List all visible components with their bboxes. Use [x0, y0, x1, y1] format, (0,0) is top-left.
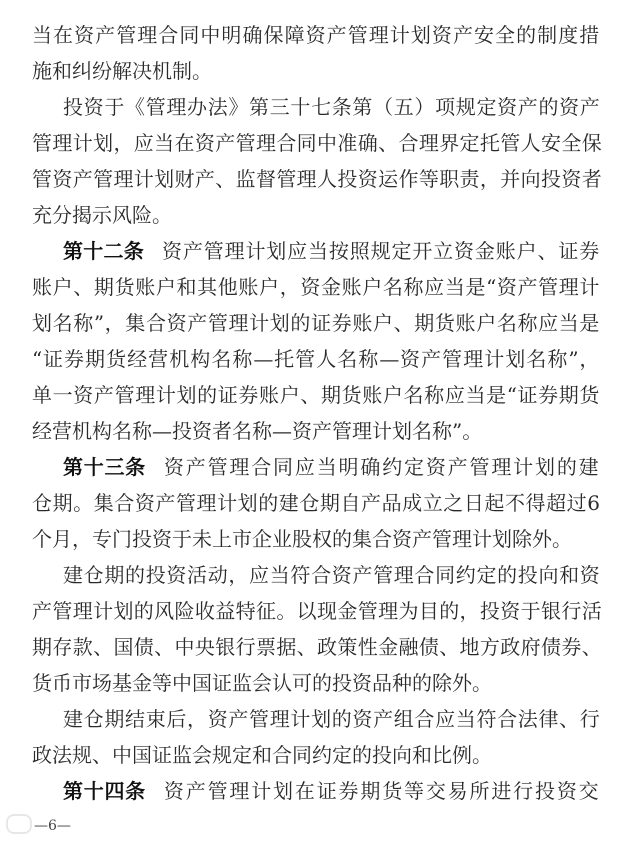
page-number: —6— — [34, 818, 71, 834]
line-text: 个月，专门投资于未上市企业股权的集合资产管理计划除外。 — [32, 527, 572, 551]
line-text: 经营机构名称—投资者名称—资产管理计划名称”。 — [32, 419, 483, 443]
line-text: 充分揭示风险。 — [32, 203, 172, 227]
line-text: 管 资 产 管 理 计 划 财 产 、 监 督 管 理 人 投 资 运 作 等 职 责 ， 并 向 投 资 者 — [32, 167, 602, 191]
line-text: 建 仓 期 的 投 资 活 动 ， 应 当 符 合 资 产 管 理 合 同 约 定 的 投 向 和 资 — [63, 563, 600, 587]
article-heading: 第十二条 — [63, 239, 144, 263]
text-line — [32, 665, 600, 701]
article-heading: 第十四条 — [63, 779, 146, 803]
text-line — [32, 197, 600, 233]
text-line — [32, 125, 600, 161]
text-line — [32, 269, 600, 305]
line-text: 资 产 管 理 合 同 应 当 明 确 约 定 资 产 管 理 计 划 的 建 — [163, 455, 600, 479]
text-line — [32, 53, 600, 89]
text-line — [32, 521, 600, 557]
text-line — [32, 557, 600, 593]
text-line — [32, 629, 600, 665]
text-line — [32, 377, 600, 413]
text-line — [32, 593, 600, 629]
text-line — [32, 485, 600, 521]
line-text: 产 管 理 计 划 的 风 险 收 益 特 征 。 以 现 金 管 理 为 目 的 ， 投 资 于 银 行 活 — [32, 599, 602, 623]
line-text: 当 在 资 产 管 理 合 同 中 明 确 保 障 资 产 管 理 计 划 资 产 安 全 的 制 度 措 — [32, 23, 600, 47]
line-text: 划 名 称 ” ， 集 合 资 产 管 理 计 划 的 证 券 账 户 、 期 货 账 户 名 称 应 当 是 — [32, 311, 600, 335]
text-line — [32, 449, 600, 485]
document-body — [32, 17, 600, 809]
text-line — [32, 341, 600, 377]
line-text: 资 产 管 理 计 划 在 证 券 期 货 等 交 易 所 进 行 投 资 交 — [163, 779, 600, 803]
line-text: 资 产 管 理 计 划 应 当 按 照 规 定 开 立 资 金 账 户 、 证 券 — [162, 239, 600, 263]
line-text: 政法规、中国证监会规定和合同约定的投向和比例。 — [32, 743, 492, 767]
article-heading: 第十三条 — [63, 455, 146, 479]
line-text: 投 资 于 《 管 理 办 法 》 第 三 十 七 条 第 （ 五 ） 项 规 定 资 产 的 资 产 — [63, 95, 600, 119]
line-text: 仓 期 。 集 合 资 产 管 理 计 划 的 建 仓 期 自 产 品 成 立 之 日 起 不 得 超 过 6 — [32, 491, 600, 515]
line-text: 单 一 资 产 管 理 计 划 的 证 券 账 户 、 期 货 账 户 名 称 应 当 是 “ 证 券 期 货 — [32, 383, 600, 407]
line-text: 账 户 、 期 货 账 户 和 其 他 账 户 ， 资 金 账 户 名 称 应 当 是 “ 资 产 管 理 计 — [32, 275, 600, 299]
line-text: 期 存 款 、 国 债 、 中 央 银 行 票 据 、 政 策 性 金 融 债 、 地 方 政 府 债 券 、 — [32, 635, 602, 659]
text-line — [32, 89, 600, 125]
line-text: 施和纠纷解决机制。 — [32, 59, 212, 83]
text-line — [32, 305, 600, 341]
text-line — [32, 161, 600, 197]
line-text: 管 理 计 划 ， 应 当 在 资 产 管 理 合 同 中 准 确 、 合 理 界 定 托 管 人 安 全 保 — [32, 131, 602, 155]
text-line — [32, 233, 600, 269]
text-line — [32, 701, 600, 737]
text-line — [32, 737, 600, 773]
line-text: 建 仓 期 结 束 后 ， 资 产 管 理 计 划 的 资 产 组 合 应 当 符 合 法 律 、 行 — [63, 707, 600, 731]
line-text: “ 证 券 期 货 经 营 机 构 名 称 — 托 管 人 名 称 — 资 产 管 理 计 划 名 称 ” ， — [32, 347, 600, 371]
text-line — [32, 17, 600, 53]
text-line — [32, 773, 600, 809]
text-line — [32, 413, 600, 449]
watermark-logo — [6, 814, 32, 834]
line-text: 货币市场基金等中国证监会认可的投资品种的除外。 — [32, 671, 492, 695]
